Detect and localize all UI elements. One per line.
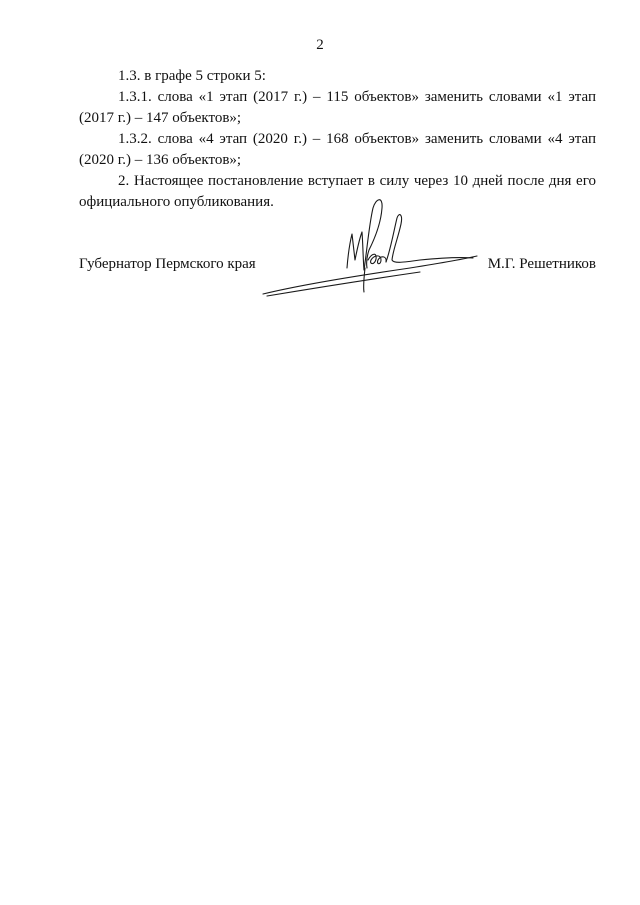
- paragraph-2: 2. Настоящее постановление вступает в силу через 10 дней после дня его официального опубликования.: [79, 173, 596, 210]
- signatory-name: М.Г. Решетников: [487, 256, 596, 272]
- paragraph-1-3-2: 1.3.2. слова «4 этап (2020 г.) – 168 объектов» заменить словами «4 этап (2020 г.) – 136 объектов»;: [79, 131, 596, 168]
- paragraph-1-3-1: 1.3.1. слова «1 этап (2017 г.) – 115 объектов» заменить словами «1 этап (2017 г.) – 147 объектов»;: [79, 89, 596, 126]
- handwritten-signature: [255, 190, 490, 305]
- paragraph-1-3: 1.3. в графе 5 строки 5:: [118, 68, 266, 84]
- page-number: 2: [316, 37, 324, 53]
- signatory-title: Губернатор Пермского края: [79, 256, 256, 272]
- signature-block: [79, 254, 596, 276]
